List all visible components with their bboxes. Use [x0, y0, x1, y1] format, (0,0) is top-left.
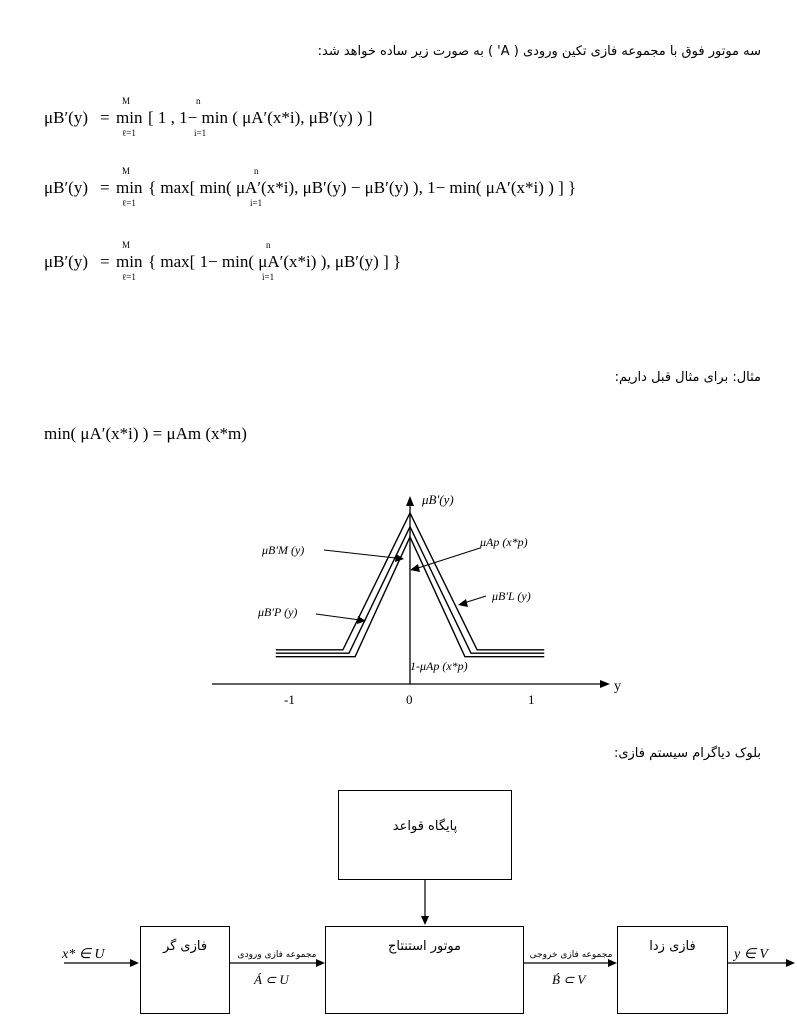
arrow-bl — [464, 596, 486, 603]
arrow-bm — [324, 550, 396, 558]
eq2-min-lower: ℓ=1 — [122, 198, 136, 208]
eq2-body: { max[ min( μA′(x*i), μB′(y) − μB′(y) ), 1− min( μA′(x*i) ) ] } — [148, 178, 577, 197]
eq3-body: { max[ 1− min( μA′(x*i) ), μB′(y) ] } — [148, 252, 402, 271]
intro-paragraph: سه موتور فوق با مجموعه فازی تکین ورودی ( A' ) به صورت زیر ساده خواهد شد: — [317, 44, 761, 59]
equation-3: μB′(y) = min M ℓ=1 { max[ 1− min( μA′(x*i) ), μB′(y) ] } n i=1 — [44, 240, 402, 282]
label-bm: μB′M (y) — [262, 543, 305, 557]
eq3-lhs: μB′(y) — [44, 252, 88, 271]
output-signal: y ∈ V — [734, 947, 768, 962]
fuzzifier-label: فازی گر — [162, 939, 208, 954]
input-set-label: مجموعه فازی ورودی — [237, 950, 317, 960]
defuzzifier-label: فازی زدا — [649, 939, 696, 954]
eq1-min-upper: M — [122, 96, 131, 106]
eq3-min-upper: M — [122, 240, 131, 250]
y-axis-label: μB′(y) — [422, 492, 454, 507]
rule-base-label: پایگاه قواعد — [392, 819, 458, 834]
output-set-label: مجموعه فازی خروجی — [529, 950, 613, 960]
eq1-lhs: μB′(y) — [44, 108, 88, 127]
label-one-minus-ap: 1-μAp (x*p) — [410, 659, 468, 673]
eq2-lhs: μB′(y) — [44, 178, 88, 197]
arrow-ap — [418, 548, 480, 568]
label-bl: μB′L (y) — [492, 589, 531, 603]
eq2-inner-lower: i=1 — [250, 198, 263, 208]
example-heading: مثال: برای مثال قبل داریم: — [614, 370, 761, 385]
membership-chart — [200, 488, 640, 712]
inference-label: موتور استنتاج — [387, 939, 462, 954]
input-set-math: Á ⊂ U — [254, 972, 289, 987]
eq2-min: min — [116, 178, 143, 197]
inference-block — [325, 926, 524, 1014]
eq3-min: min — [116, 252, 143, 271]
label-bp: μB′P (y) — [258, 605, 298, 619]
input-signal: x* ∈ U — [62, 947, 105, 962]
eq1-inner-lower: i=1 — [194, 128, 207, 138]
x-tick-label: 1 — [528, 692, 535, 707]
defuzzifier-block — [617, 926, 728, 1014]
eq3-inner-upper: n — [266, 240, 271, 250]
y-axis-arrow — [406, 496, 414, 506]
rule-base-block — [338, 790, 512, 880]
arrow-bp — [316, 614, 360, 620]
eq3-min-lower: ℓ=1 — [122, 272, 136, 282]
x-axis-arrow — [600, 680, 610, 688]
x-tick-label: -1 — [284, 692, 295, 707]
fuzzifier-block — [140, 926, 230, 1014]
equation-1: μB′(y) = min M ℓ=1 [ 1 , 1− min ( μA′(x*i), μB′(y) ) ] n i=1 — [44, 96, 373, 138]
output-set-math: B́ ⊂ V — [552, 972, 586, 987]
label-ap: μAp (x*p) — [480, 535, 528, 549]
x-tick-label: 0 — [406, 692, 413, 707]
eq1-min-lower: ℓ=1 — [122, 128, 136, 138]
eq1-body: [ 1 , 1− min ( μA′(x*i), μB′(y) ) ] — [148, 108, 373, 127]
eq1-min: min — [116, 108, 143, 127]
equation-2: μB′(y) = min M ℓ=1 { max[ min( μA′(x*i), μB′(y) − μB′(y) ), 1− min( μA′(x*i) ) ] } n i=1 — [44, 166, 577, 208]
eq3-inner-lower: i=1 — [262, 272, 275, 282]
x-axis-label: y — [614, 679, 621, 694]
eq2-inner-upper: n — [254, 166, 259, 176]
example-equation: min( μA′(x*i) ) = μAm (x*m) — [44, 424, 247, 443]
block-diagram-title: بلوک دیاگرام سیستم فازی: — [613, 746, 761, 761]
eq2-min-upper: M — [122, 166, 131, 176]
eq1-inner-upper: n — [196, 96, 201, 106]
